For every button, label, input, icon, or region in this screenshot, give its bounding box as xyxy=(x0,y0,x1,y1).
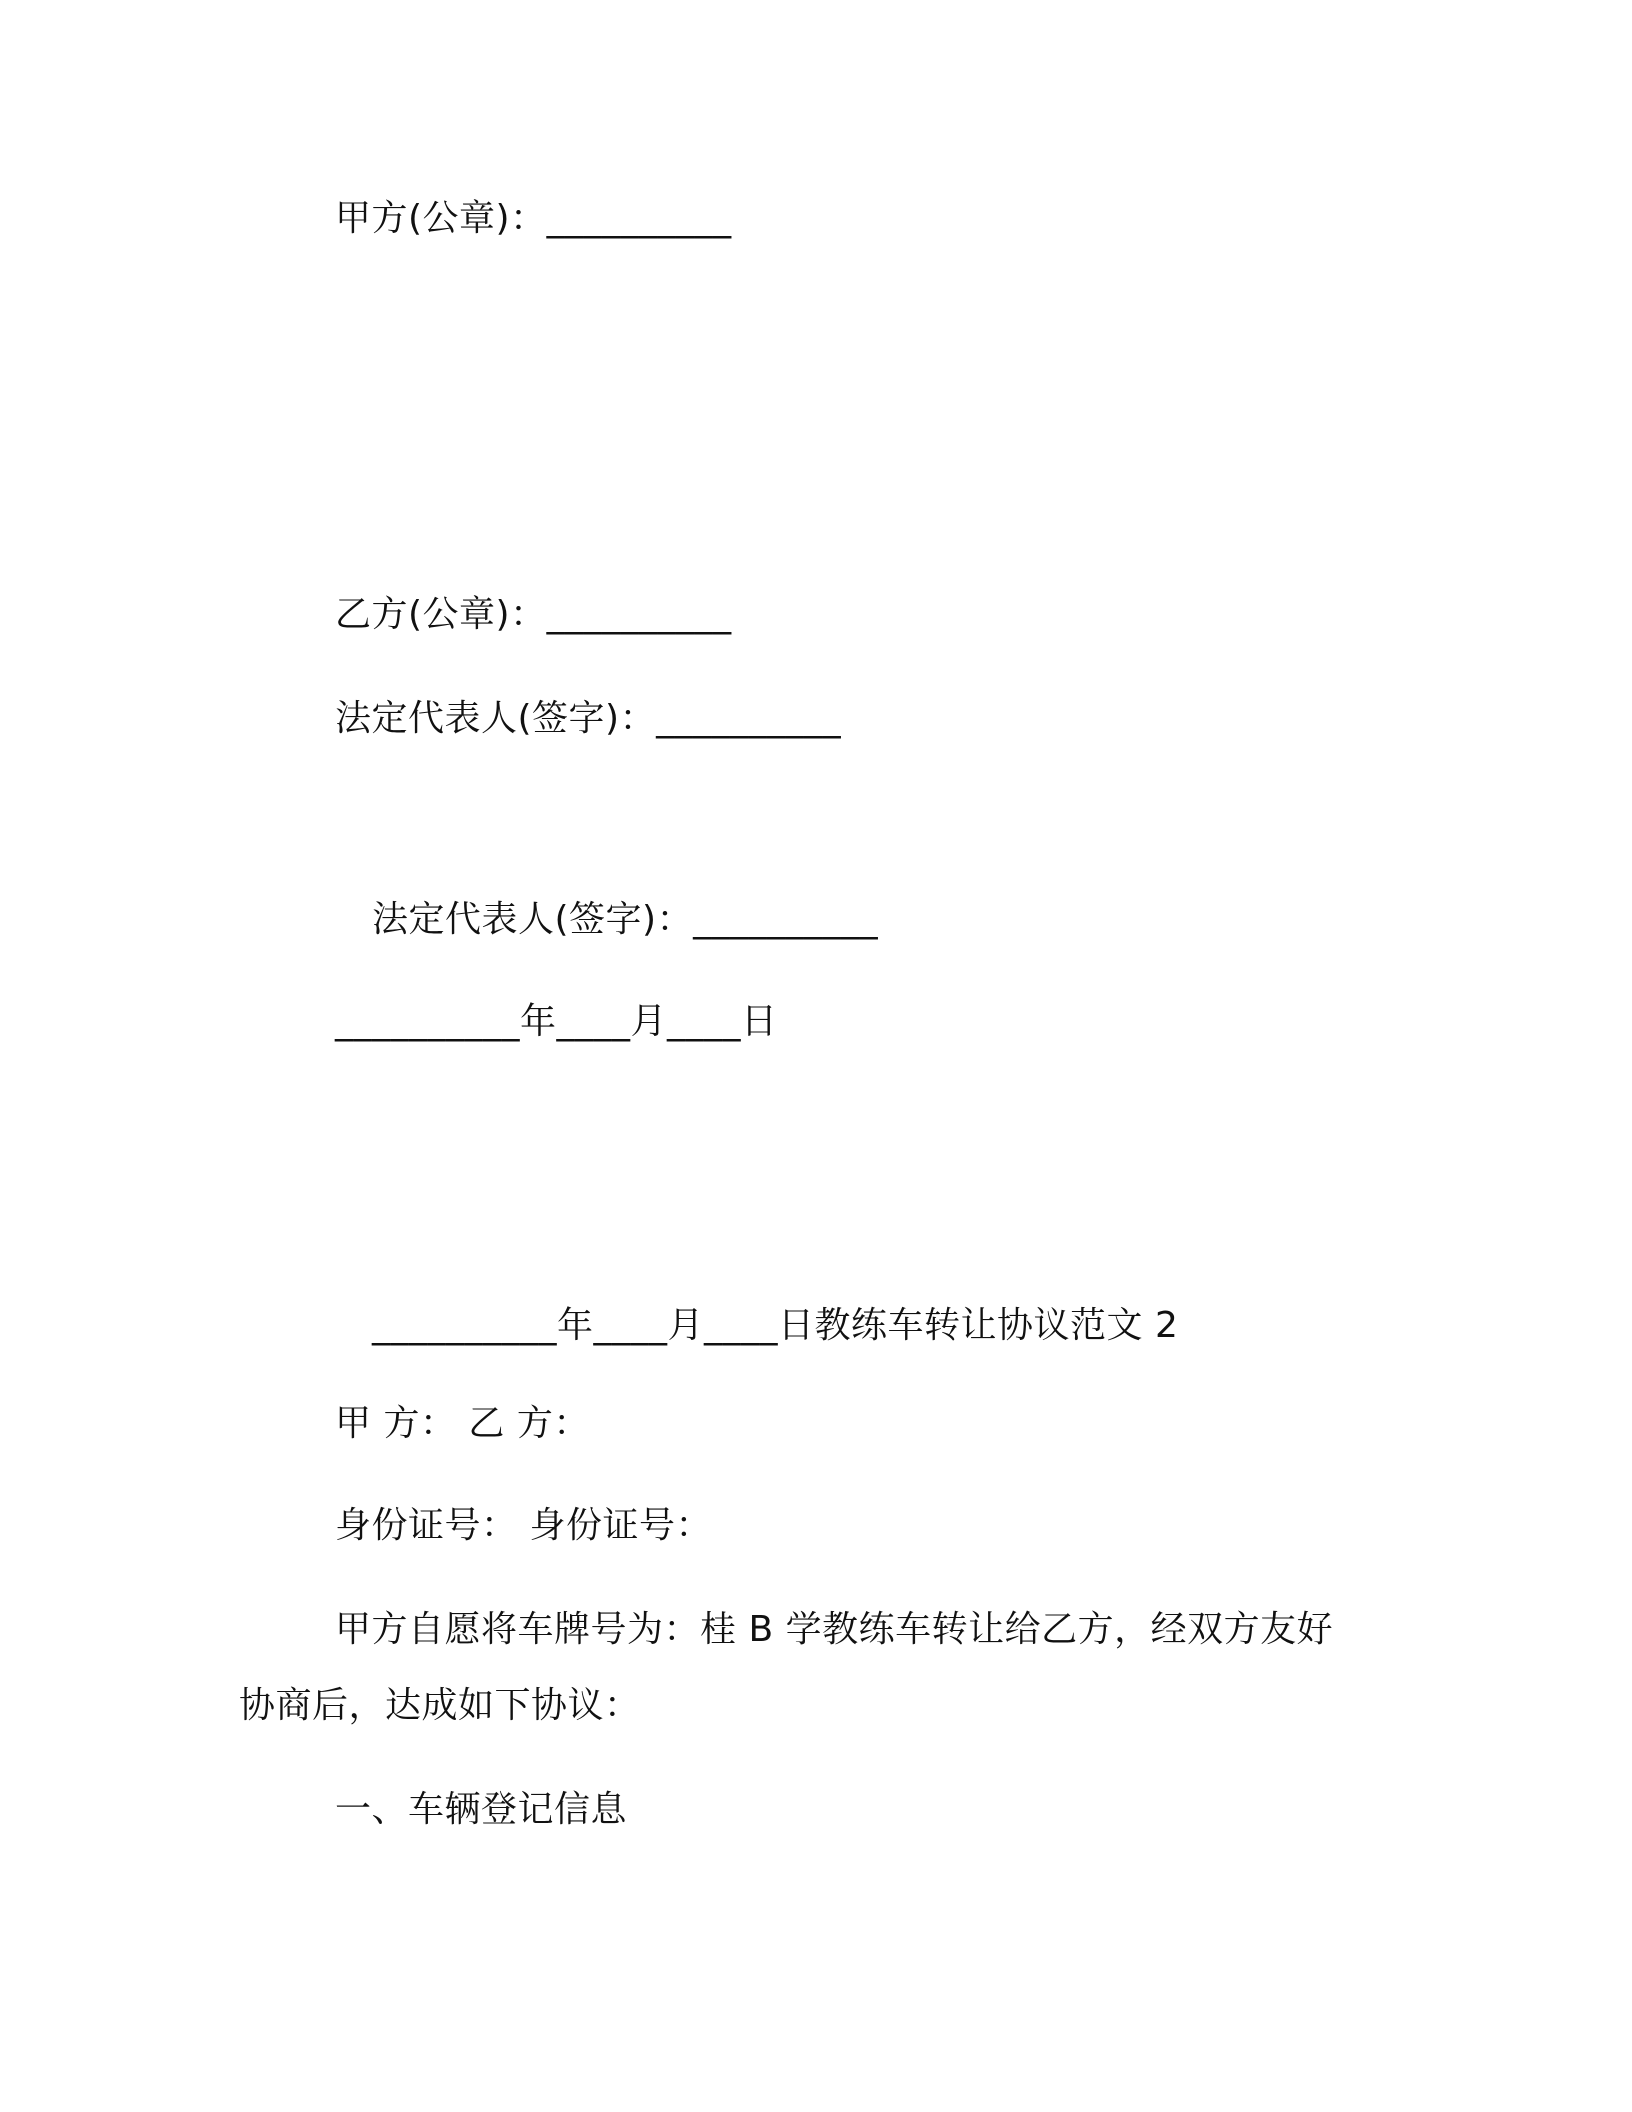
id-number-line: 身份证号： 身份证号： xyxy=(335,1505,712,1546)
party-a-seal-line: 甲方(公章)：__________ xyxy=(335,198,732,239)
legal-rep-signature-b: 法定代表人(签字)：__________ xyxy=(372,899,879,940)
date-line: __________年____月____日 xyxy=(335,1001,778,1042)
legal-rep-signature-a: 法定代表人(签字)：__________ xyxy=(335,698,842,739)
clause-heading-1: 一、车辆登记信息 xyxy=(335,1789,628,1830)
agreement-intro-line-1: 甲方自愿将车牌号为：桂 B 学教练车转让给乙方，经双方友好 xyxy=(335,1609,1334,1650)
parties-line: 甲 方： 乙 方： xyxy=(335,1403,590,1444)
agreement-intro-line-2: 协商后，达成如下协议： xyxy=(239,1685,641,1726)
party-b-seal-line: 乙方(公章)：__________ xyxy=(335,594,732,635)
section-title: __________年____月____日教练车转让协议范文 2 xyxy=(372,1305,1179,1346)
